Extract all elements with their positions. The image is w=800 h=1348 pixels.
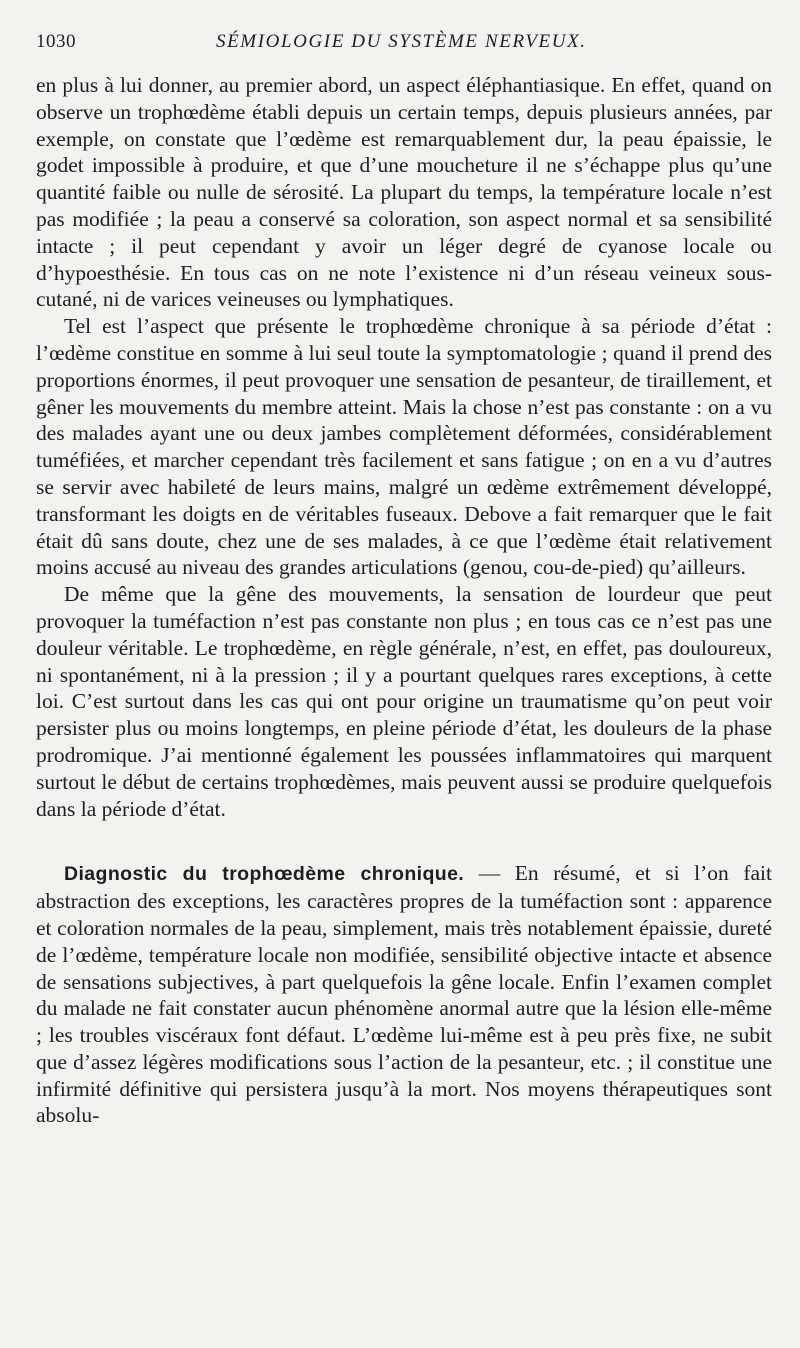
paragraph-diagnostic	[36, 860, 772, 1129]
running-head	[36, 26, 772, 58]
section-spacer	[36, 822, 772, 860]
body-text	[36, 72, 772, 1129]
paragraph-continuation: en plus à lui donner, au premier abord, un aspect éléphantiasique. En effet, quand on observe un trophœdème établi depuis un certain temps, depuis plusieurs années, par exemple, on constate que l’œdème est remarquablement dur, la peau épaissie, le godet impossible à produire, et que d’une moucheture il ne s’échappe plus qu’une quantité faible ou nulle de sérosité. La plupart du temps, la température locale n’est pas modifiée ; la peau a conservé sa coloration, son aspect normal et sa sensibilité intacte ; il peut cependant y avoir un léger degré de cyanose locale ou d’hypoesthésie. En tous cas on ne note l’existence ni d’un réseau veineux sous-cutané, ni de varices veineuses ou lymphatiques.	[36, 73, 772, 312]
paragraph-douleur: De même que la gêne des mouvements, la sensation de lourdeur que peut provoquer la tuméfaction n’est pas constante non plus ; en tous cas ce n’est pas une douleur véritable. Le trophœdème, en règle générale, n’est, en effet, pas douloureux, ni spontanément, ni à la pression ; il y a pourtant quelques rares exceptions, à cette loi. C’est surtout dans les cas qui ont pour origine un traumatisme qu’on peut voir persister plus ou moins longtemps, en pleine période d’état, les douleurs de la phase prodromique. J’ai mentionné également les poussées inflammatoires qui marquent surtout le début de certains trophœdèmes, mais peuvent aussi se produire quelquefois dans la période d’état.	[36, 582, 772, 821]
section-text: — En résumé, et si l’on fait abstraction des exceptions, les caractères propres de la tuméfaction sont : apparence et coloration normales de la peau, simplement, mais très notablement épaissie, dureté de l’œdème, température locale non modifiée, sensibilité objective intacte et absence de sensations subjectives, à part quelquefois la gêne locale. Enfin l’examen complet du malade ne fait constater aucun phénomène anormal autre que la lésion elle-même ; les troubles viscéraux font défaut. L’œdème lui-même est à peu près fixe, ne subit que d’assez légères modifications sous l’action de la pesanteur, etc. ; il constitue une infirmité définitive qui persistera jusqu’à la mort. Nos moyens thérapeutiques sont absolu-	[36, 861, 773, 1128]
section-heading: Diagnostic du trophœdème chronique.	[64, 863, 465, 886]
paragraph-aspect: Tel est l’aspect que présente le trophœdème chronique à sa période d’état : l’œdème constitue en somme à lui seul toute la symptomatologie ; quand il prend des proportions énormes, il peut provoquer une sensation de pesanteur, de tiraillement, et gêner les mouvements du membre atteint. Mais la chose n’est pas constante : on a vu des malades ayant une ou deux jambes complètement déformées, considérablement tuméfiées, et marcher cependant très facilement et sans fatigue ; on en a vu d’autres se servir avec habileté de leurs mains, malgré un œdème extrêmement développé, transformant les doigts en de véritables fuseaux. Debove a fait remarquer que le fait était dû sans doute, chez une de ses malades, à ce que l’œdème était relativement moins accusé au niveau des grandes articulations (genou, cou-de-pied) qu’ailleurs.	[36, 314, 772, 580]
page-number: 1030	[36, 31, 76, 52]
book-page	[36, 26, 772, 1129]
running-title: SÉMIOLOGIE DU SYSTÈME NERVEUX.	[216, 31, 587, 52]
